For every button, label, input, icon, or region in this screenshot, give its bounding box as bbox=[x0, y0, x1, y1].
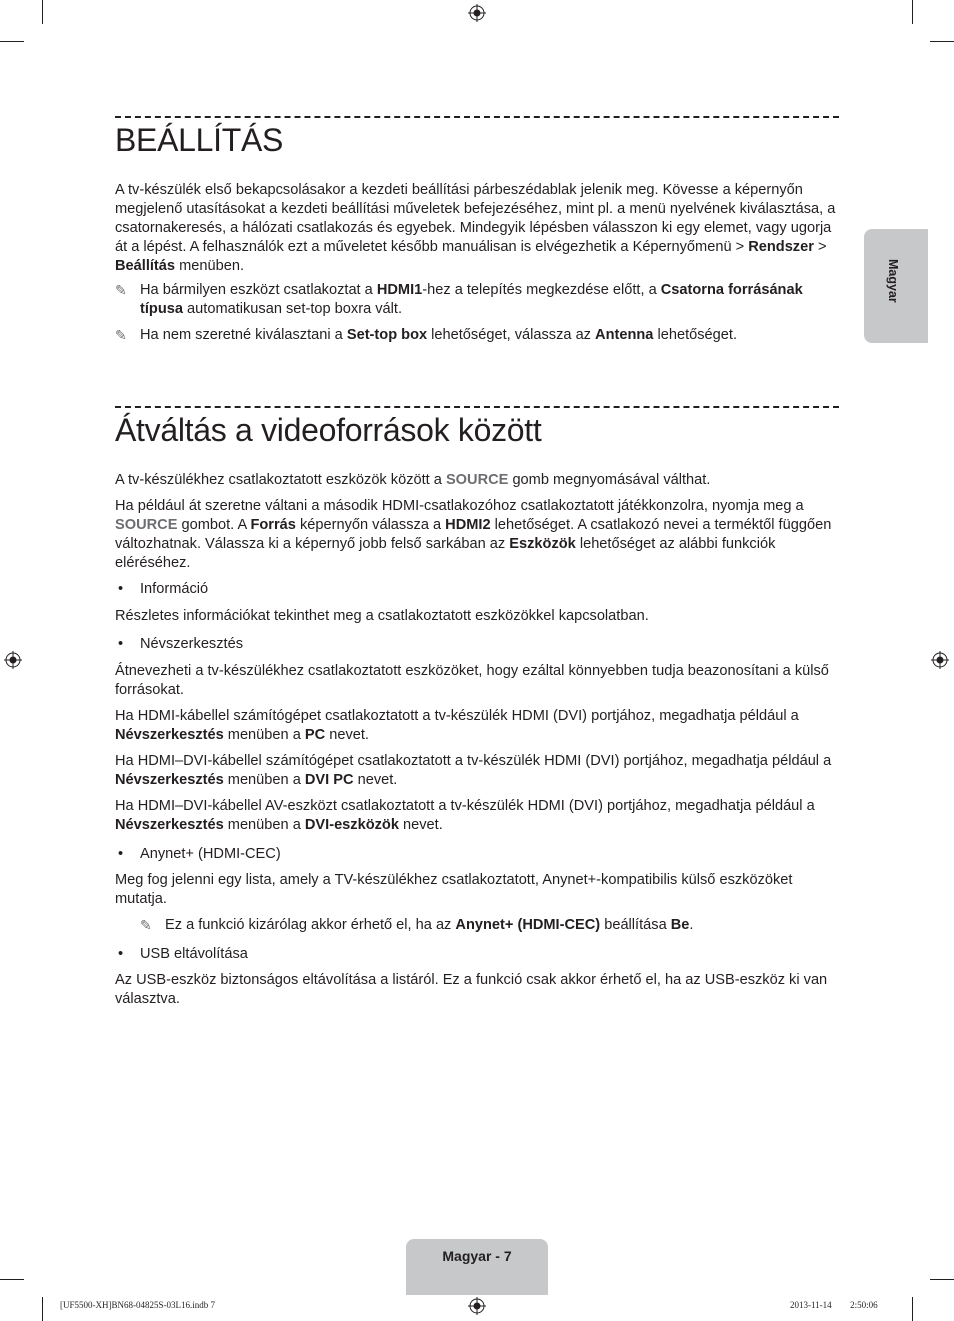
bullet-desc: Az USB-eszköz biztonságos eltávolítása a listáról. Ez a funkció csak akkor érhető el, ha az USB-eszköz ki van választva. bbox=[115, 972, 828, 1007]
bullet-desc: Meg fog jelenni egy lista, amely a TV-készülékhez csatlakoztatott, Anynet+-kompatibilis külső eszközöket mutatja. bbox=[115, 872, 793, 907]
bullet-item-usb-removal: • USB eltávolítása bbox=[115, 945, 839, 964]
bullet-icon: • bbox=[118, 581, 124, 597]
registration-mark-icon bbox=[468, 4, 486, 22]
crop-mark bbox=[930, 41, 954, 42]
bullet-desc: Átnevezheti a tv-készülékhez csatlakoztatott eszközöket, hogy ezáltal könnyebben tudja beazonosítani a külső forrásokat. bbox=[115, 663, 829, 698]
crop-mark bbox=[0, 41, 24, 42]
section-setup-body bbox=[115, 181, 839, 345]
bullet-desc: Ha HDMI-kábellel számítógépet csatlakoztatott a tv-készülék HDMI (DVI) portjához, megadhatja például a Névszerkesztés menüben a PC nevet. bbox=[115, 708, 799, 743]
bullet-item-info: • Információ bbox=[115, 580, 839, 599]
section-divider bbox=[115, 406, 839, 408]
registration-mark-icon bbox=[931, 651, 949, 669]
bullet-desc: Ha HDMI–DVI-kábellel számítógépet csatlakoztatott a tv-készülék HDMI (DVI) portjához, megadhatja például a Névszerkesztés menüben a DVI PC nevet. bbox=[115, 753, 832, 788]
side-tab-label: Magyar bbox=[886, 259, 900, 303]
crop-mark bbox=[42, 0, 43, 24]
print-slug-right: 2013-11-14 ￿￿ 2:50:06 bbox=[790, 1300, 878, 1310]
bullet-item-anynet: • Anynet+ (HDMI-CEC) bbox=[115, 845, 839, 864]
registration-mark-icon bbox=[4, 651, 22, 669]
crop-mark bbox=[930, 1279, 954, 1280]
note: ✎ Ha bármilyen eszközt csatlakoztat a HDMI1-hez a telepítés megkezdése előtt, a Csatorna forrásának típusa automatikusan set-top boxra vált. bbox=[115, 282, 803, 317]
pencil-icon: ✎ bbox=[115, 327, 127, 343]
section-source-body bbox=[115, 471, 839, 1009]
crop-mark bbox=[912, 0, 913, 24]
paragraph: Ha például át szeretne váltani a második HDMI-csatlakozóhoz csatlakoztatott játékkonzolra, nyomja meg a SOURCE gombot. A Forrás képernyőn válassza a HDMI2 lehetőséget. A csatlakozó nevei a terméktől függően változhatnak. Válassza ki a képernyő jobb felső sarkában az Eszközök lehetőséget az alábbi funkciók eléréséhez. bbox=[115, 498, 832, 571]
bullet-icon: • bbox=[118, 846, 124, 862]
crop-mark bbox=[912, 1297, 913, 1321]
note: ✎ Ha nem szeretné kiválasztani a Set-top box lehetőséget, válassza az Antenna lehetőséget. bbox=[115, 327, 737, 343]
pencil-icon: ✎ bbox=[115, 282, 127, 298]
language-side-tab bbox=[864, 229, 928, 343]
paragraph: A tv-készülék első bekapcsolásakor a kezdeti beállítási párbeszédablak jelenik meg. Kövesse a képernyőn megjelenő utasításokat a kezdeti beállítási műveletek befejezéséhez, mint pl. a menü nyelvének kiválasztása, a csatornakeresés, a hálózati csatlakozás és egyebek. Mindegyik lépésben válasszon ki egy elemet, vagy ugorja át a lépést. A felhasználók ezt a műveletet később manuálisan is elvégezhetik a Képernyőmenü > Rendszer > Beállítás menüben. bbox=[115, 182, 836, 274]
note: ✎ Ez a funkció kizárólag akkor érhető el, ha az Anynet+ (HDMI-CEC) beállítása Be. bbox=[140, 917, 694, 933]
registration-mark-icon bbox=[468, 1297, 486, 1315]
crop-mark bbox=[42, 1297, 43, 1321]
bullet-icon: • bbox=[118, 946, 124, 962]
section-title-source-switching: Átváltás a videoforrások között bbox=[115, 412, 542, 448]
crop-mark bbox=[0, 1279, 24, 1280]
pencil-icon: ✎ bbox=[140, 917, 152, 933]
page-number: Magyar - 7 bbox=[442, 1248, 512, 1264]
source-key-label: SOURCE bbox=[445, 472, 509, 488]
page-number-tab bbox=[406, 1239, 548, 1295]
bullet-icon: • bbox=[118, 636, 124, 652]
source-key-label: SOURCE bbox=[115, 517, 178, 533]
section-divider bbox=[115, 116, 839, 118]
paragraph: A tv-készülékhez csatlakoztatott eszközök között a SOURCE gomb megnyomásával válthat. bbox=[115, 472, 711, 488]
section-title-setup: BEÁLLÍTÁS bbox=[115, 122, 284, 158]
print-slug-left: [UF5500-XH]BN68-04825S-03L16.indb 7 bbox=[60, 1300, 215, 1310]
bullet-item-rename: • Névszerkesztés bbox=[115, 635, 839, 654]
bullet-desc: Ha HDMI–DVI-kábellel AV-eszközt csatlakoztatott a tv-készülék HDMI (DVI) portjához, megadhatja például a Névszerkesztés menüben a DVI-eszközök nevet. bbox=[115, 798, 815, 833]
bullet-desc: Részletes információkat tekinthet meg a csatlakoztatott eszközökkel kapcsolatban. bbox=[115, 608, 649, 624]
